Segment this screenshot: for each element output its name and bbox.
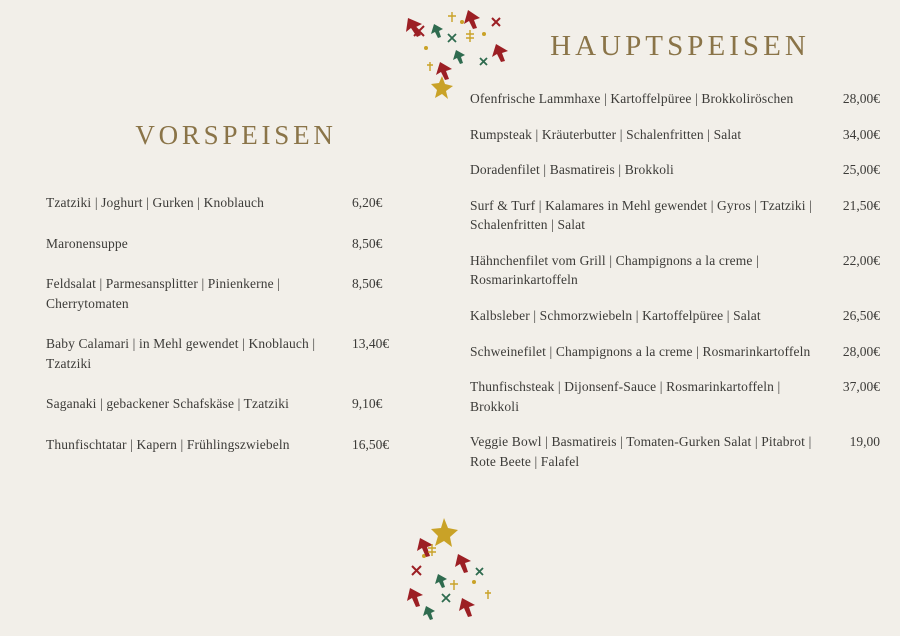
item-name: Kalbsleber | Schmorzwiebeln | Kartoffelpüree | Salat xyxy=(470,307,761,323)
item-name: Saganaki | gebackener Schafskäse | Tzatziki xyxy=(46,396,289,412)
christmas-ornament-icon xyxy=(396,510,516,628)
item-price: 28,00€ xyxy=(842,91,880,106)
list-item xyxy=(470,342,880,362)
item-name: Thunfischsteak | Dijonsenf-Sauce | Rosmarinkartoffeln | Brokkoli xyxy=(470,379,781,414)
list-item xyxy=(470,160,880,180)
item-price: 34,00€ xyxy=(842,126,880,142)
item-price: 28,00€ xyxy=(842,343,880,359)
item-price: 25,00€ xyxy=(842,162,880,178)
item-name: Rumpsteak | Kräuterbutter | Schalenfritten | Salat xyxy=(470,126,742,142)
item-name: Maronensuppe xyxy=(46,235,128,251)
list-item xyxy=(470,196,880,235)
list-item xyxy=(46,193,406,213)
list-item xyxy=(470,432,880,471)
list-item xyxy=(46,334,406,373)
item-price: 21,50€ xyxy=(842,197,880,213)
item-price: 13,40€ xyxy=(352,336,390,352)
list-item xyxy=(470,251,880,290)
item-name: Hähnchenfilet vom Grill | Champignons a la creme | Rosmarinkartoffeln xyxy=(470,252,759,288)
list-item xyxy=(46,274,406,313)
item-name: Thunfischtatar | Kapern | Frühlingszwiebeln xyxy=(46,436,290,452)
starters-title: VORSPEISEN xyxy=(135,120,337,150)
item-price: 19,00 xyxy=(849,434,880,450)
item-price: 26,50€ xyxy=(842,307,880,323)
item-name: Veggie Bowl | Basmatireis | Tomaten-Gurken Salat | Pitabrot | Rote Beete | Falafel xyxy=(470,434,812,469)
mains-title: HAUPTSPEISEN xyxy=(550,30,810,62)
list-item xyxy=(470,306,880,326)
item-price: 8,50€ xyxy=(352,235,383,251)
item-name: Tzatziki | Joghurt | Gurken | Knoblauch xyxy=(46,195,265,210)
item-name: Schweinefilet | Champignons a la creme | Rosmarinkartoffeln xyxy=(470,343,811,359)
mains-section xyxy=(470,30,880,487)
item-name: Feldsalat | Parmesansplitter | Pinienkerne | Cherrytomaten xyxy=(46,276,281,311)
starters-list xyxy=(46,193,406,455)
item-name: Ofenfrische Lammhaxe | Kartoffelpüree | Brokkoliröschen xyxy=(470,91,794,106)
mains-list xyxy=(470,89,880,471)
item-price: 16,50€ xyxy=(352,436,390,452)
list-item xyxy=(46,234,406,254)
list-item xyxy=(470,89,880,109)
item-price: 6,20€ xyxy=(352,195,383,210)
list-item xyxy=(470,377,880,416)
item-name: Baby Calamari | in Mehl gewendet | Knoblauch | Tzatziki xyxy=(46,336,316,371)
item-name: Surf & Turf | Kalamares in Mehl gewendet | Gyros | Tzatziki | Schalenfritten | Salat xyxy=(470,197,812,233)
list-item xyxy=(46,435,406,455)
list-item xyxy=(46,394,406,414)
item-price: 9,10€ xyxy=(352,396,383,412)
item-price: 22,00€ xyxy=(842,252,880,268)
item-price: 8,50€ xyxy=(352,276,383,292)
starters-section xyxy=(46,120,406,476)
item-name: Doradenfilet | Basmatireis | Brokkoli xyxy=(470,162,674,178)
item-price: 37,00€ xyxy=(842,379,880,395)
list-item xyxy=(470,125,880,145)
